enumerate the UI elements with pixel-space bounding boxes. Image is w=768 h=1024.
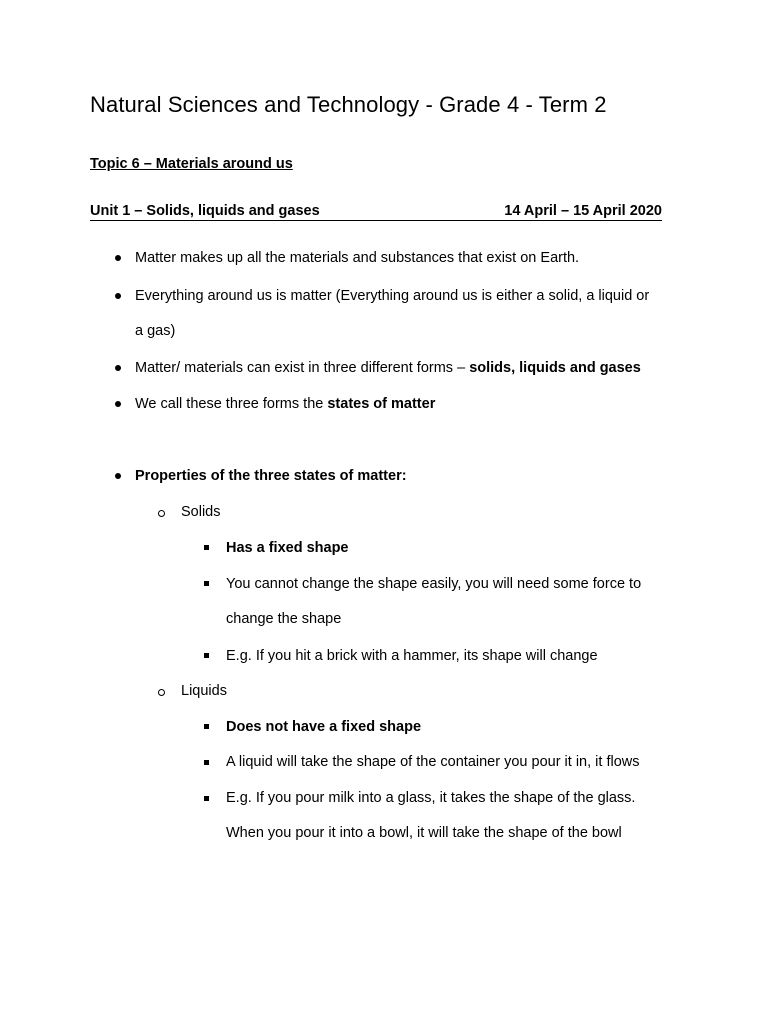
subheading-liquids: Liquids (181, 683, 227, 699)
solids-property: Has a fixed shape (226, 540, 349, 556)
liquids-property: E.g. If you pour milk into a glass, it takes the shape of the glass. (226, 790, 636, 806)
liquids-property: Does not have a fixed shape (226, 719, 422, 735)
bullet-dot (115, 255, 121, 261)
solids-property: E.g. If you hit a brick with a hammer, its shape will change (226, 648, 598, 664)
unit-name: Unit 1 – Solids, liquids and gases (90, 203, 320, 219)
bullet-text-regular: Matter/ materials can exist in three different forms – (135, 360, 470, 376)
sub-bullet-circle (158, 689, 165, 696)
unit-heading-row (90, 203, 662, 221)
bullet-text: Everything around us is matter (Everything around us is either a solid, a liquid or (135, 288, 650, 304)
bullet-dot (115, 365, 121, 371)
square-bullet (204, 760, 209, 765)
bullet-text (135, 359, 641, 377)
topic-heading: Topic 6 – Materials around us (90, 156, 293, 172)
liquids-property-continuation: When you pour it into a bowl, it will take the shape of the bowl (226, 825, 622, 841)
document-title: Natural Sciences and Technology - Grade 4 - Term 2 (90, 92, 607, 117)
sub-bullet-circle (158, 510, 165, 517)
bullet-text-bold: states of matter (327, 396, 436, 412)
subheading-solids: Solids (181, 504, 221, 520)
bullet-dot (115, 473, 121, 479)
square-bullet (204, 796, 209, 801)
square-bullet (204, 724, 209, 729)
bullet-text: Matter makes up all the materials and substances that exist on Earth. (135, 250, 580, 266)
bullet-text-bold: solids, liquids and gases (469, 360, 641, 376)
solids-property: You cannot change the shape easily, you will need some force to (226, 576, 642, 592)
solids-property-continuation: change the shape (226, 611, 342, 627)
unit-dates: 14 April – 15 April 2020 (504, 203, 662, 219)
liquids-property: A liquid will take the shape of the container you pour it in, it flows (226, 754, 640, 770)
bullet-text-continuation: a gas) (135, 323, 176, 339)
bullet-text-regular: We call these three forms the (135, 396, 328, 412)
square-bullet (204, 653, 209, 658)
square-bullet (204, 581, 209, 586)
square-bullet (204, 545, 209, 550)
section-heading-properties: Properties of the three states of matter: (135, 468, 407, 484)
bullet-text (135, 395, 435, 413)
bullet-dot (115, 293, 121, 299)
bullet-dot (115, 401, 121, 407)
